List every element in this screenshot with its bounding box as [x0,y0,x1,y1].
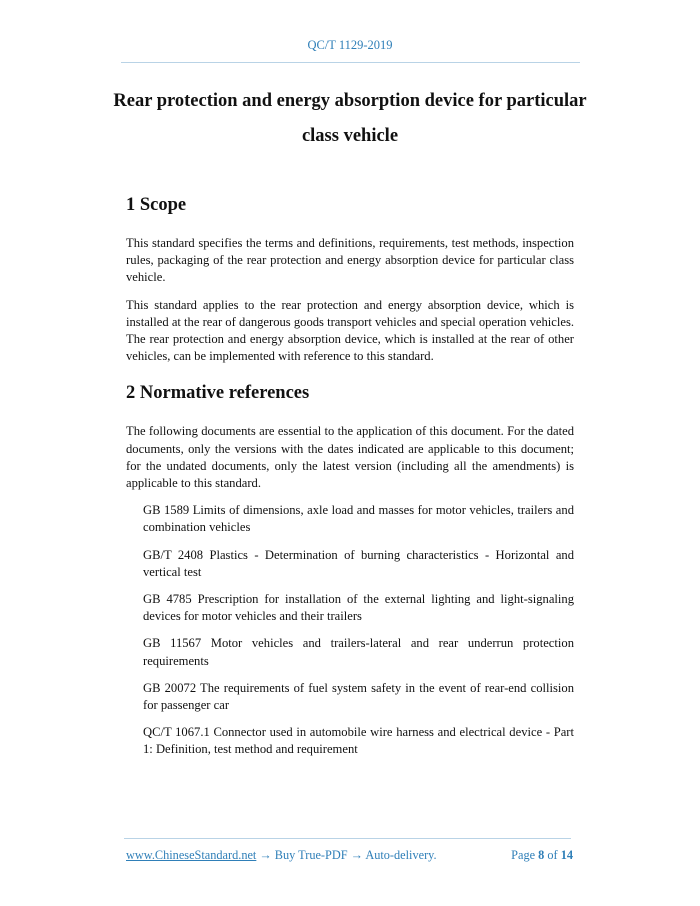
footer-tagline: → Buy True-PDF → Auto-delivery. [256,848,437,862]
section-heading-scope: 1 Scope [126,195,187,215]
scope-paragraph: This standard applies to the rear protection and energy absorption device, which is installed at the rear of dangerous goods transport vehicles and special operation vehicles. The rear protection and energy absorption device, which is installed at the rear of other vehicles, can be implemented with reference to this standard. [126,297,574,364]
document-body [126,193,574,769]
header-divider [121,62,580,63]
page-current: 8 [538,848,545,862]
reference-item: GB 4785 Prescription for installation of the external lighting and light-signaling devices for motor vehicles and their trailers [143,592,574,624]
scope-paragraph: This standard specifies the terms and definitions, requirements, test methods, inspection rules, packaging of the rear protection and energy absorption device for particular class vehicle. [126,236,574,285]
reference-item: GB 20072 The requirements of fuel system safety in the event of rear-end collision for passenger car [143,680,574,713]
reference-list [126,502,574,758]
title-line-2: class vehicle [301,126,399,146]
document-title [100,84,600,154]
site-link[interactable]: www.ChineseStandard.net [126,848,257,862]
footer-divider [124,838,571,839]
reference-item: GB 11567 Motor vehicles and trailers-lateral and rear underrun protection requirements [143,636,574,668]
reference-item: QC/T 1067.1 Connector used in automobile wire harness and electrical device - Part 1: Definition, test method and requirement [143,725,574,757]
reference-item: GB/T 2408 Plastics - Determination of burning characteristics - Horizontal and vertical test [143,547,574,579]
page-total: 14 [560,848,573,862]
page-indicator [511,848,573,863]
footer-promo [126,848,437,863]
document-code-header: QC/T 1129-2019 [307,38,393,52]
title-line-1: Rear protection and energy absorption device for particular [113,91,587,111]
page-label: Page [511,848,536,862]
page-of-label: of [547,848,558,862]
section-heading-normative-references: 2 Normative references [126,383,310,404]
references-intro-paragraph: The following documents are essential to the application of this document. For the dated documents, only the versions with the dates indicated are applicable to this document; for the undated documents, only the latest version (including all the amendments) is applicable to this standard. [126,424,574,491]
reference-item: GB 1589 Limits of dimensions, axle load and masses for motor vehicles, trailers and combination vehicles [143,503,574,535]
